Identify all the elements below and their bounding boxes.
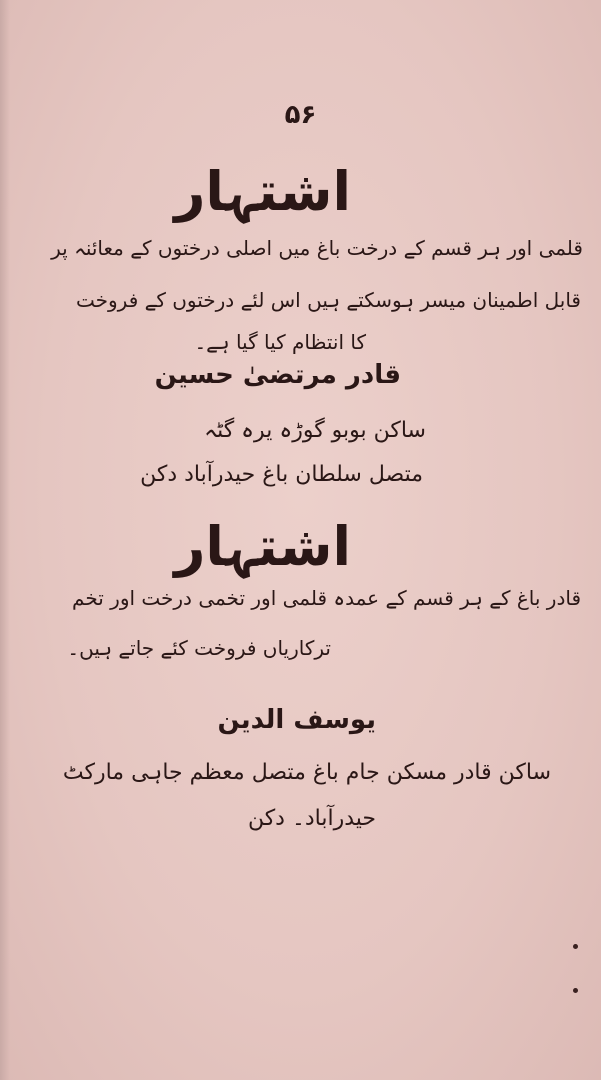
ad1-line-1: قلمی اور ہر قسم کے درخت باغ میں اصلی درختوں کے معائنہ پر (51, 236, 583, 260)
page-number: ۵۶ (284, 100, 317, 130)
ad2-advertiser-name: یوسف الدین (217, 705, 376, 735)
ad2-address-line-2: حیدرآباد۔ دکن (247, 806, 376, 831)
ink-speck (573, 944, 578, 949)
ad2-heading: اشتہار (174, 515, 351, 578)
ad2-address-line-1: ساکن قادر مسکن جام باغ متصل معظم جاہی مارکٹ (62, 760, 551, 785)
ad2-line-1: قادر باغ کے ہر قسم کے عمدہ قلمی اور تخمی درخت اور تخم (72, 586, 581, 610)
ad1-heading: اشتہار (174, 160, 351, 223)
ad1-address-line-1: ساکن بوبو گوڑہ یرہ گٹہ (204, 418, 426, 443)
ad1-line-3: کا انتظام کیا گیا ہے۔ (194, 330, 366, 354)
ink-speck (573, 988, 578, 993)
ad1-line-2: قابل اطمینان میسر ہوسکتے ہیں اس لئے درختوں کے فروخت (76, 288, 581, 312)
page-spine-shadow (0, 0, 10, 1080)
ad2-line-2: ترکاریاں فروخت کئے جاتے ہیں۔ (67, 636, 331, 660)
ad1-address-line-2: متصل سلطان باغ حیدرآباد دکن (140, 462, 423, 487)
ad1-advertiser-name: قادر مرتضیٰ حسین (154, 360, 401, 390)
